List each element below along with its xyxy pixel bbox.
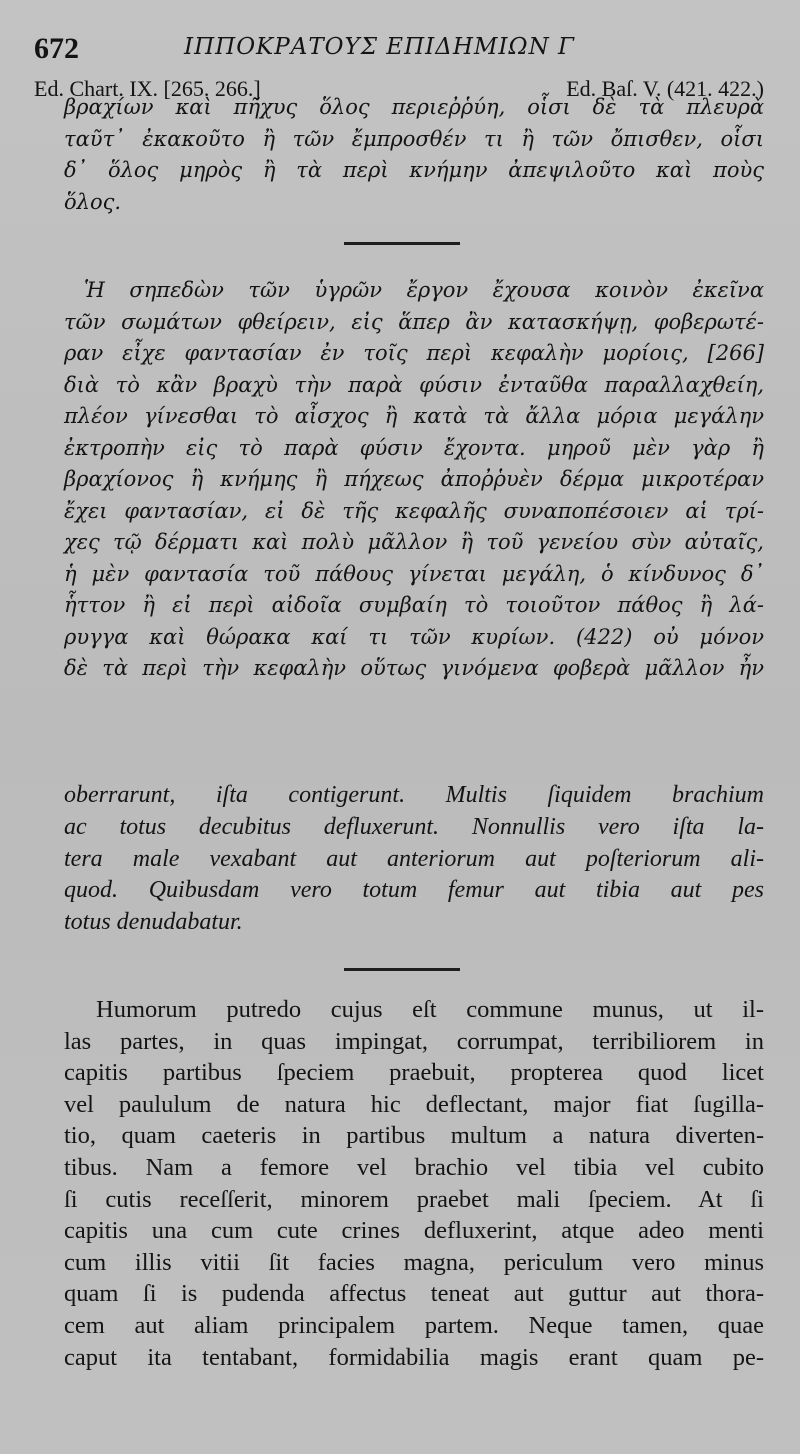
latin-italic-paragraph <box>64 780 764 939</box>
section-divider <box>344 242 460 245</box>
text-line: Humorum putredo cujus eſt commune munus, ut il- <box>96 996 764 1023</box>
page-header <box>34 32 774 72</box>
text-line: totus denudabatur. <box>64 909 243 936</box>
running-title: ΙΠΠΟΚΡΑΤΟΥΣ ΕΠΙΔΗΜΙΩΝ Γ <box>184 34 575 60</box>
text-line: capitis una cum cute crines defluxerint, atque adeo menti <box>64 1217 764 1245</box>
text-line: δὲ τὰ περὶ τὴν κεφαλὴν οὕτως γινόμενα φοβερὰ μᾶλλον ἦν <box>64 656 764 680</box>
text-line: ſi cutis receſſerit, minorem praebet mali ſpeciem. At ſi <box>64 1185 764 1213</box>
text-line: τῶν σωμάτων φθείρειν, εἰς ἅπερ ἂν κατασκήψῃ, φοβερωτέ- <box>64 309 764 334</box>
text-line: βραχίονος ἢ κνήμης ἢ πήχεως ἀποῤῥυὲν δέρμα μικροτέραν <box>64 467 764 491</box>
text-line: oberrarunt, iſta contigerunt. Multis ſiquidem brachium <box>64 782 764 808</box>
text-line: ὅλος. <box>64 189 122 214</box>
greek-paragraph-1 <box>64 92 764 218</box>
latin-paragraph <box>64 994 764 1373</box>
page-number: 672 <box>34 32 79 65</box>
text-line: tibus. Nam a femore vel brachio vel tibia vel cubito <box>64 1153 764 1181</box>
text-line: tera male vexabant aut anteriorum aut poſteriorum ali- <box>64 845 764 872</box>
text-line: Ἡ σηπεδὼν τῶν ὑγρῶν ἔργον ἔχουσα κοινὸν ἐκεῖνα <box>84 278 764 302</box>
text-line: βραχίων καὶ πῆχυς ὅλος περιεῤῥύη, οἷσι δὲ τὰ πλευρὰ <box>64 95 764 119</box>
text-line: tio, quam caeteris in partibus multum a natura diverten- <box>64 1122 764 1150</box>
text-line: capitis partibus ſpeciem praebuit, propterea quod licet <box>64 1059 764 1087</box>
text-line: ἐκτροπὴν εἰς τὸ παρὰ φύσιν ἔχοντα. μηροῦ μὲν γὰρ ἢ <box>64 435 764 460</box>
greek-paragraph-2 <box>64 275 764 685</box>
text-line: quam ſi is pudenda affectus teneat aut guttur aut thora- <box>64 1280 764 1308</box>
text-line: caput ita tentabant, formidabilia magis erant quam pe- <box>64 1343 764 1371</box>
text-line: δ᾽ ὅλος μηρὸς ἢ τὰ περὶ κνήμην ἀπεψιλοῦτο καὶ ποὺς <box>64 158 764 182</box>
text-line: πλέον γίνεσθαι τὸ αἶσχος ἢ κατὰ τὰ ἄλλα μόρια μεγάλην <box>64 404 764 428</box>
text-line: vel paululum de natura hic deflectant, major fiat ſugilla- <box>64 1090 764 1118</box>
text-line: ραν εἶχε φαντασίαν ἐν τοῖς περὶ κεφαλὴν μορίοις, [266] <box>64 341 764 365</box>
edition-chartier-reference: Ed. Chart. IX. [265. 266.] <box>34 76 261 101</box>
section-divider <box>344 968 460 971</box>
text-line: ἔχει φαντασίαν, εἰ δὲ τῆς κεφαλῆς συναποπέσοιεν αἱ τρί- <box>64 498 764 523</box>
text-line: cum illis vitii ſit facies magna, periculum vero minus <box>64 1248 764 1276</box>
text-line: ac totus decubitus defluxerunt. Nonnullis vero iſta la- <box>64 813 764 840</box>
text-line: ταῦτ᾽ ἐκακοῦτο ἢ τῶν ἔμπροσθέν τι ἢ τῶν ὄπισθεν, οἷσι <box>64 126 764 151</box>
text-line: las partes, in quas impingat, corrumpat, terribiliorem in <box>64 1027 764 1055</box>
text-line: χες τῷ δέρματι καὶ πολὺ μᾶλλον ἢ τοῦ γενείου σὺν αὐταῖς, <box>64 530 764 554</box>
text-line: ἡ μὲν φαντασία τοῦ πάθους γίνεται μεγάλη, ὁ κίνδυνος δ᾽ <box>64 561 764 586</box>
text-line: cem aut aliam principalem partem. Neque tamen, quae <box>64 1311 764 1339</box>
edition-basel-reference: Ed. Baſ. V. (421. 422.) <box>566 76 764 101</box>
text-line: διὰ τὸ κἂν βραχὺ τὴν παρὰ φύσιν ἐνταῦθα παραλλαχθείη, <box>64 372 764 397</box>
text-line: ρυγγα καὶ θώρακα καί τι τῶν κυρίων. (422) οὐ μόνον <box>64 624 764 649</box>
text-line: quod. Quibusdam vero totum femur aut tibia aut pes <box>64 877 764 904</box>
text-line: ἧττον ἢ εἰ περὶ αἰδοῖα συμβαίη τὸ τοιοῦτον πάθος ἢ λά- <box>64 593 764 617</box>
